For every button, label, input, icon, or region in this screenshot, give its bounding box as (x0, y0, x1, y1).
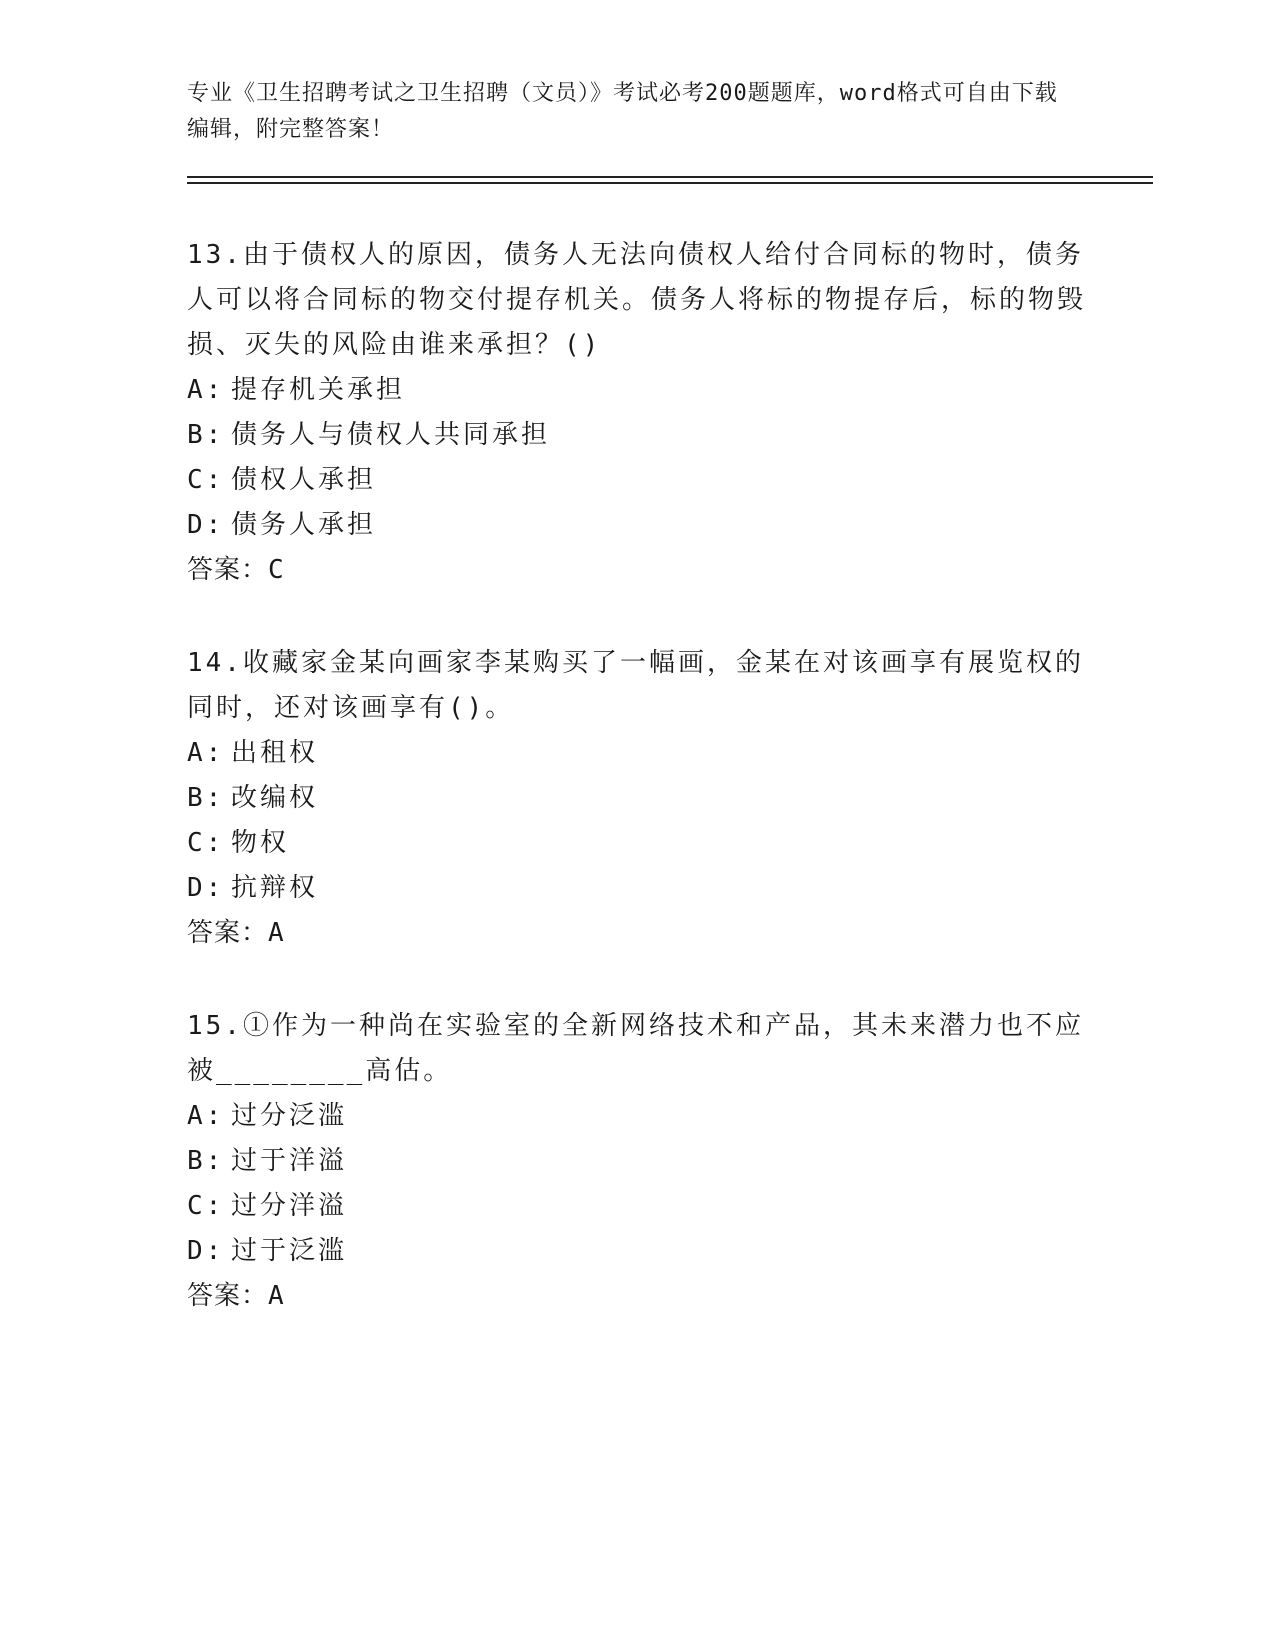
option-text: 提存机关承担 (231, 375, 406, 405)
option-letter: B: (187, 420, 225, 450)
answer-line (187, 548, 1087, 593)
option-letter: C: (187, 1191, 225, 1221)
option-text: 改编权 (231, 783, 319, 813)
option-a (187, 368, 1087, 413)
answer-value: A (268, 918, 285, 948)
option-c (187, 458, 1087, 503)
option-text: 过于洋溢 (231, 1146, 348, 1176)
option-text: 债务人与债权人共同承担 (231, 420, 551, 450)
answer-label: 答案： (187, 918, 269, 948)
answer-value: A (268, 1281, 285, 1311)
question-15 (187, 1004, 1087, 1319)
option-text: 过分泛滥 (231, 1101, 348, 1131)
answer-line (187, 1274, 1087, 1319)
option-text: 出租权 (231, 738, 319, 768)
option-text: 过分洋溢 (231, 1191, 348, 1221)
option-c (187, 821, 1087, 866)
question-stem: 13.由于债权人的原因，债务人无法向债权人给付合同标的物时，债务人可以将合同标的物交付提存机关。债务人将标的物提存后，标的物毁损、灭失的风险由谁来承担？() (187, 240, 1087, 360)
question-list (187, 233, 1087, 1367)
option-letter: B: (187, 783, 225, 813)
header-rule-bottom (187, 182, 1153, 184)
option-d (187, 866, 1087, 911)
option-text: 物权 (231, 828, 290, 858)
option-letter: C: (187, 828, 225, 858)
option-letter: B: (187, 1146, 225, 1176)
question-stem: 14.收藏家金某向画家李某购买了一幅画，金某在对该画享有展览权的同时，还对该画享有()。 (187, 648, 1084, 723)
header-rule-top (187, 176, 1153, 178)
option-letter: A: (187, 1101, 225, 1131)
option-text: 债务人承担 (231, 510, 377, 540)
question-stem: 15.①作为一种尚在实验室的全新网络技术和产品，其未来潜力也不应被________高估。 (187, 1011, 1084, 1086)
option-letter: A: (187, 738, 225, 768)
option-d (187, 503, 1087, 548)
option-letter: C: (187, 465, 225, 495)
option-d (187, 1229, 1087, 1274)
option-letter: D: (187, 510, 225, 540)
option-letter: D: (187, 1236, 225, 1266)
answer-line (187, 911, 1087, 956)
option-text: 抗辩权 (231, 873, 319, 903)
option-a (187, 731, 1087, 776)
option-text: 债权人承担 (231, 465, 377, 495)
question-13 (187, 233, 1087, 593)
option-text: 过于泛滥 (231, 1236, 348, 1266)
answer-value: C (268, 555, 285, 585)
option-b (187, 413, 1087, 458)
option-letter: A: (187, 375, 225, 405)
answer-label: 答案： (187, 555, 269, 585)
option-letter: D: (187, 873, 225, 903)
question-14 (187, 641, 1087, 956)
option-c (187, 1184, 1087, 1229)
option-a (187, 1094, 1087, 1139)
option-b (187, 1139, 1087, 1184)
answer-label: 答案： (187, 1281, 269, 1311)
page-header: 专业《卫生招聘考试之卫生招聘（文员）》考试必考200题题库，word格式可自由下载编辑，附完整答案！ (187, 81, 1058, 142)
option-b (187, 776, 1087, 821)
